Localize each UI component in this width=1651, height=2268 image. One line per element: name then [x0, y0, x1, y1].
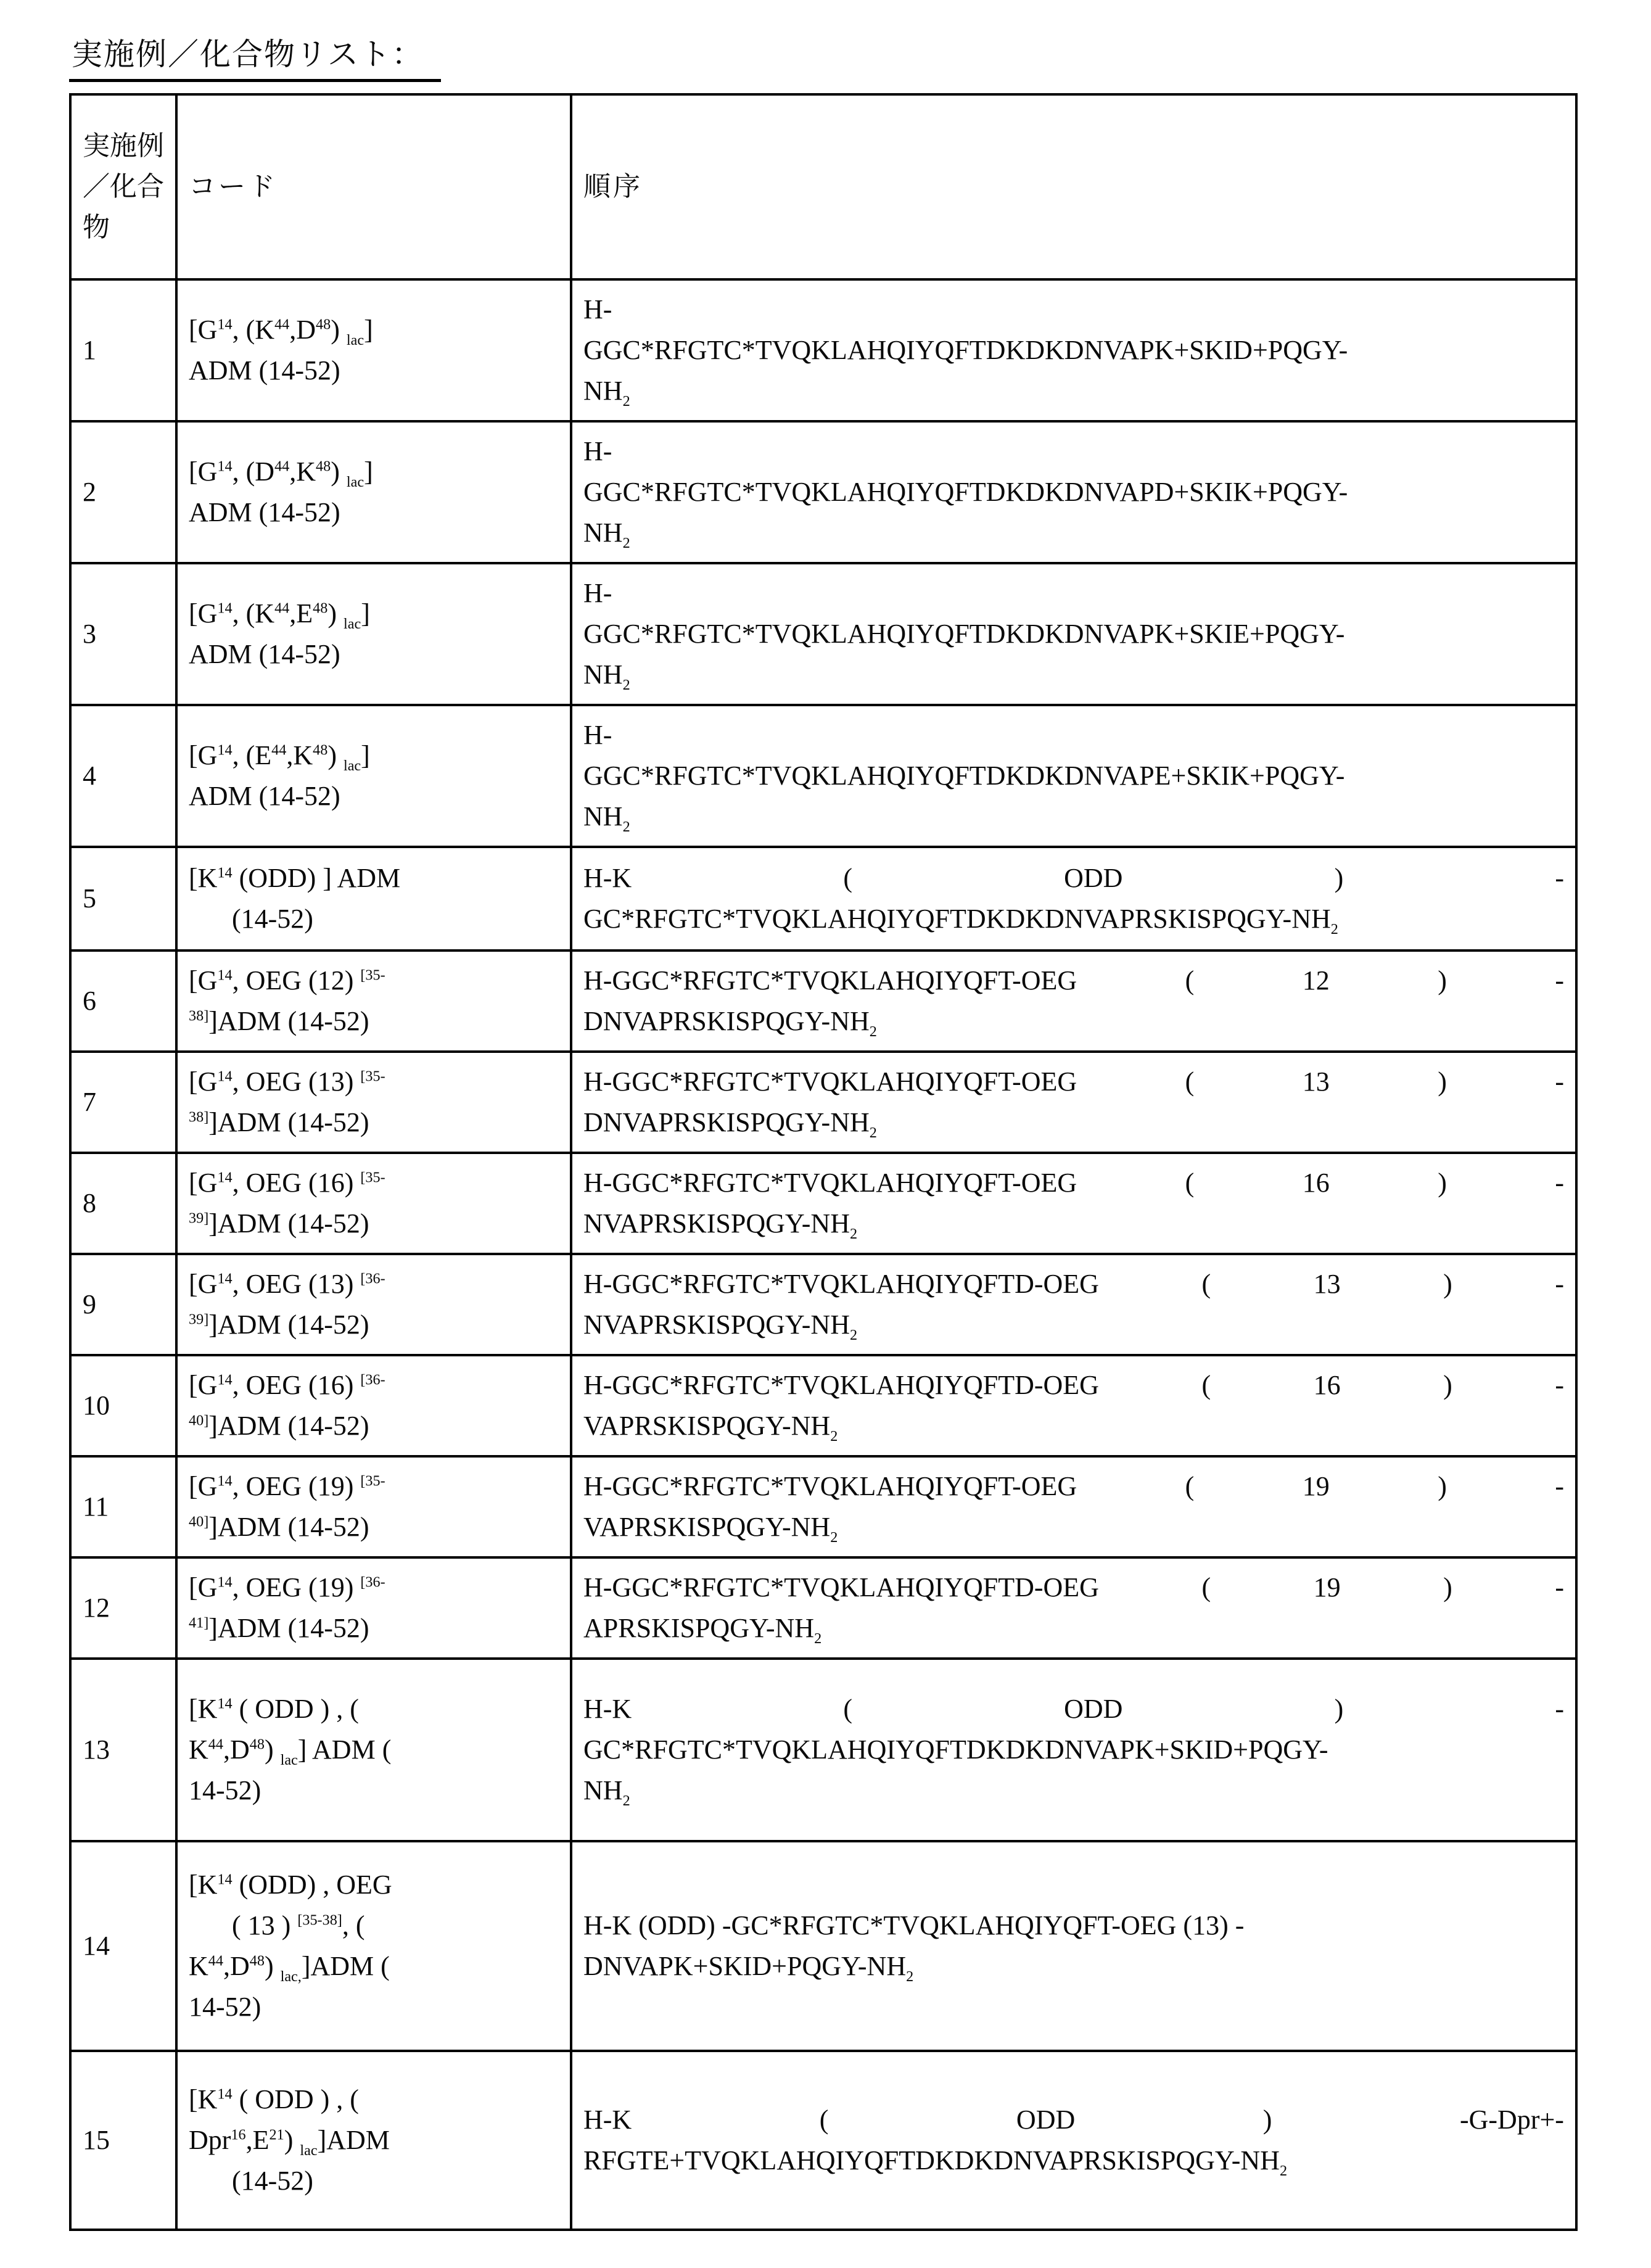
code-line: [$K^{14}$ (ODD) ] ADM	[189, 863, 401, 893]
example-number-cell: 11	[70, 1456, 176, 1557]
seq-line: $GC*RFGTC*TVQKLAHQIYQFTDKDKDNVAPRSKISPQGY-NH_2$	[583, 904, 1338, 938]
seq-line: H-K ( ODD ) -	[583, 863, 1564, 893]
sequence-cell	[571, 1254, 1576, 1355]
seq-line: $NH_2$	[583, 659, 630, 693]
example-number-cell: 4	[70, 705, 176, 847]
seq-line: $NH_2$	[583, 1775, 630, 1809]
seq-line: H-GGC*RFGTC*TVQKLAHQIYQFTD-OEG ( 16 ) -	[583, 1370, 1564, 1400]
sequence-cell	[571, 1153, 1576, 1254]
seq-line: $NH_2$	[583, 518, 630, 551]
code-line: 14-52)	[189, 1775, 261, 1805]
header-code	[176, 94, 571, 279]
table-row	[70, 1557, 1576, 1659]
code-line: [$K^{14}$ ( ODD ) , (	[189, 1694, 359, 1724]
seq-line: GGC*RFGTC*TVQKLAHQIYQFTDKDKDNVAPK+SKIE+PQGY-	[583, 619, 1345, 649]
seq-line: DNVAPRSKISPQGY-$NH_2$	[583, 1107, 877, 1141]
code-cell	[176, 2051, 571, 2230]
sequence-cell	[571, 1557, 1576, 1659]
table-row	[70, 1052, 1576, 1153]
code-cell	[176, 1153, 571, 1254]
sequence-cell	[571, 1841, 1576, 2051]
code-line: (14-52)	[232, 904, 313, 934]
example-number-cell: 5	[70, 847, 176, 950]
code-line: (14-52)	[232, 2166, 313, 2196]
compound-table	[69, 93, 1578, 2231]
code-line: ADM (14-52)	[189, 639, 340, 669]
seq-line: $NH_2$	[583, 801, 630, 835]
seq-line: VAPRSKISPQGY-$NH_2$	[583, 1411, 838, 1445]
code-cell	[176, 950, 571, 1052]
code-line: $^{39]}$]ADM (14-52)	[189, 1208, 369, 1239]
example-number-cell: 10	[70, 1355, 176, 1456]
seq-line: H-GGC*RFGTC*TVQKLAHQIYQFT-OEG ( 13 ) -	[583, 1066, 1564, 1097]
code-cell	[176, 847, 571, 950]
example-number-cell: 3	[70, 563, 176, 705]
table-row	[70, 705, 1576, 847]
seq-line: VAPRSKISPQGY-$NH_2$	[583, 1512, 838, 1546]
seq-line: GC*RFGTC*TVQKLAHQIYQFTDKDKDNVAPK+SKID+PQGY-	[583, 1734, 1328, 1765]
code-line: $Dpr^{16},E^{21}$) $_{lac}$]ADM	[189, 2125, 390, 2159]
code-line: [$G^{14}$, $(K^{44},D^{48})$ $_{lac}$]	[189, 315, 373, 348]
code-cell	[176, 1254, 571, 1355]
page-title: 実施例／化合物リスト：	[69, 30, 441, 82]
code-cell	[176, 279, 571, 421]
code-line: $^{38]}$]ADM (14-52)	[189, 1107, 369, 1137]
table-row	[70, 1456, 1576, 1557]
sequence-cell	[571, 279, 1576, 421]
code-line: [$G^{14}$, OEG (19) $^{[36-}$	[189, 1572, 385, 1602]
sequence-cell	[571, 950, 1576, 1052]
seq-line: $NH_2$	[583, 376, 630, 410]
seq-line: $RFGTE+TVQKLAHQIYQFTDKDKDNVAPRSKISPQGY-NH_2$	[583, 2145, 1288, 2179]
seq-line: H-GGC*RFGTC*TVQKLAHQIYQFTD-OEG ( 19 ) -	[583, 1572, 1564, 1602]
example-number-cell: 8	[70, 1153, 176, 1254]
code-line: [$G^{14}$, OEG (13) $^{[35-}$	[189, 1066, 385, 1097]
code-line: ADM (14-52)	[189, 355, 340, 386]
header-row	[70, 94, 1576, 279]
example-number-cell: 7	[70, 1052, 176, 1153]
table-row	[70, 1659, 1576, 1841]
code-line: ( 13 ) [35-38], (	[232, 1910, 365, 1940]
table-row	[70, 279, 1576, 421]
example-number-cell: 13	[70, 1659, 176, 1841]
header-code-label: コード	[189, 171, 278, 202]
header-sequence-label: 順序	[583, 171, 643, 202]
code-line: [$G^{14}$, OEG (13) $^{[36-}$	[189, 1269, 385, 1299]
code-line: $^{39]}$]ADM (14-52)	[189, 1309, 369, 1340]
code-cell	[176, 1456, 571, 1557]
sequence-cell	[571, 1659, 1576, 1841]
code-line: ADM (14-52)	[189, 497, 340, 527]
code-line: [$G^{14}$, OEG (16) $^{[35-}$	[189, 1168, 385, 1198]
seq-line: DNVAPRSKISPQGY-$NH_2$	[583, 1006, 877, 1040]
code-cell	[176, 1557, 571, 1659]
seq-line: H-	[583, 578, 612, 608]
seq-line: NVAPRSKISPQGY-$NH_2$	[583, 1208, 858, 1242]
seq-line: H-GGC*RFGTC*TVQKLAHQIYQFT-OEG ( 16 ) -	[583, 1168, 1564, 1198]
sequence-cell	[571, 1052, 1576, 1153]
example-number-cell: 2	[70, 421, 176, 563]
table-row	[70, 1355, 1576, 1456]
code-cell	[176, 563, 571, 705]
sequence-cell	[571, 1456, 1576, 1557]
table-row	[70, 2051, 1576, 2230]
seq-line: H-	[583, 436, 612, 466]
code-line: $^{40]}$]ADM (14-52)	[189, 1411, 369, 1441]
seq-line: GGC*RFGTC*TVQKLAHQIYQFTDKDKDNVAPD+SKIK+PQGY-	[583, 477, 1348, 507]
sequence-cell	[571, 563, 1576, 705]
seq-line: GGC*RFGTC*TVQKLAHQIYQFTDKDKDNVAPE+SKIK+PQGY-	[583, 761, 1345, 791]
code-line: [$K^{14}$ (ODD) , OEG	[189, 1870, 392, 1900]
seq-line: H-GGC*RFGTC*TVQKLAHQIYQFT-OEG ( 19 ) -	[583, 1471, 1564, 1501]
header-example-compound: 実施例／化合物	[70, 94, 176, 279]
table-row	[70, 421, 1576, 563]
example-number-cell: 9	[70, 1254, 176, 1355]
table-row	[70, 1153, 1576, 1254]
code-line: $^{40]}$]ADM (14-52)	[189, 1512, 369, 1542]
sequence-cell	[571, 847, 1576, 950]
sequence-cell	[571, 421, 1576, 563]
table-row	[70, 847, 1576, 950]
seq-line: NVAPRSKISPQGY-$NH_2$	[583, 1309, 858, 1343]
seq-line: H-K ( ODD ) -	[583, 1694, 1564, 1724]
code-line: [$G^{14}$, $(K^{44},E^{48})$ $_{lac}$]	[189, 598, 370, 632]
code-line: [$G^{14}$, OEG (16) $^{[36-}$	[189, 1370, 385, 1400]
code-line: $K^{44},D^{48}$) $_{lac,}$]ADM (	[189, 1951, 390, 1985]
seq-line: H-K (ODD) -GC*RFGTC*TVQKLAHQIYQFT-OEG (13) -	[583, 1910, 1245, 1940]
code-line: 14-52)	[189, 1992, 261, 2022]
seq-line: H-GGC*RFGTC*TVQKLAHQIYQFTD-OEG ( 13 ) -	[583, 1269, 1564, 1299]
example-number-cell: 12	[70, 1557, 176, 1659]
table-row	[70, 1254, 1576, 1355]
sequence-cell	[571, 2051, 1576, 2230]
seq-line: $DNVAPK+SKID+PQGY-NH_2$	[583, 1951, 914, 1985]
example-number-cell: 14	[70, 1841, 176, 2051]
code-line: $^{41]}$]ADM (14-52)	[189, 1613, 369, 1643]
code-line: $K^{44},D^{48}$) $_{lac}$] ADM (	[189, 1734, 392, 1768]
code-line: [$G^{14}$, $(D^{44},K^{48})$ $_{lac}$]	[189, 456, 373, 490]
seq-line: H-K ( ODD ) -G-Dpr+-	[583, 2105, 1564, 2135]
seq-line: APRSKISPQGY-$NH_2$	[583, 1613, 822, 1647]
seq-line: H-GGC*RFGTC*TVQKLAHQIYQFT-OEG ( 12 ) -	[583, 965, 1564, 996]
table-body	[70, 279, 1576, 2230]
sequence-cell	[571, 1355, 1576, 1456]
example-number-cell: 6	[70, 950, 176, 1052]
code-cell	[176, 1659, 571, 1841]
code-line: [$G^{14}$, OEG (19) $^{[35-}$	[189, 1471, 385, 1501]
code-line: [$G^{14}$, $(E^{44},K^{48})$ $_{lac}$]	[189, 740, 370, 774]
example-number-cell: 1	[70, 279, 176, 421]
seq-line: H-	[583, 720, 612, 750]
example-number-cell: 15	[70, 2051, 176, 2230]
table-row	[70, 950, 1576, 1052]
sequence-cell	[571, 705, 1576, 847]
code-cell	[176, 1052, 571, 1153]
code-line: [$G^{14}$, OEG (12) $^{[35-}$	[189, 965, 385, 996]
code-cell	[176, 1355, 571, 1456]
code-line: $^{38]}$]ADM (14-52)	[189, 1006, 369, 1036]
code-line: [$K^{14}$ ( ODD ) , (	[189, 2084, 359, 2114]
code-line: ADM (14-52)	[189, 781, 340, 811]
code-cell	[176, 705, 571, 847]
table-header	[70, 94, 1576, 279]
seq-line: H-	[583, 294, 612, 324]
seq-line: GGC*RFGTC*TVQKLAHQIYQFTDKDKDNVAPK+SKID+PQGY-	[583, 335, 1348, 365]
table-row	[70, 563, 1576, 705]
table-row	[70, 1841, 1576, 2051]
header-sequence	[571, 94, 1576, 279]
code-cell	[176, 1841, 571, 2051]
code-cell	[176, 421, 571, 563]
